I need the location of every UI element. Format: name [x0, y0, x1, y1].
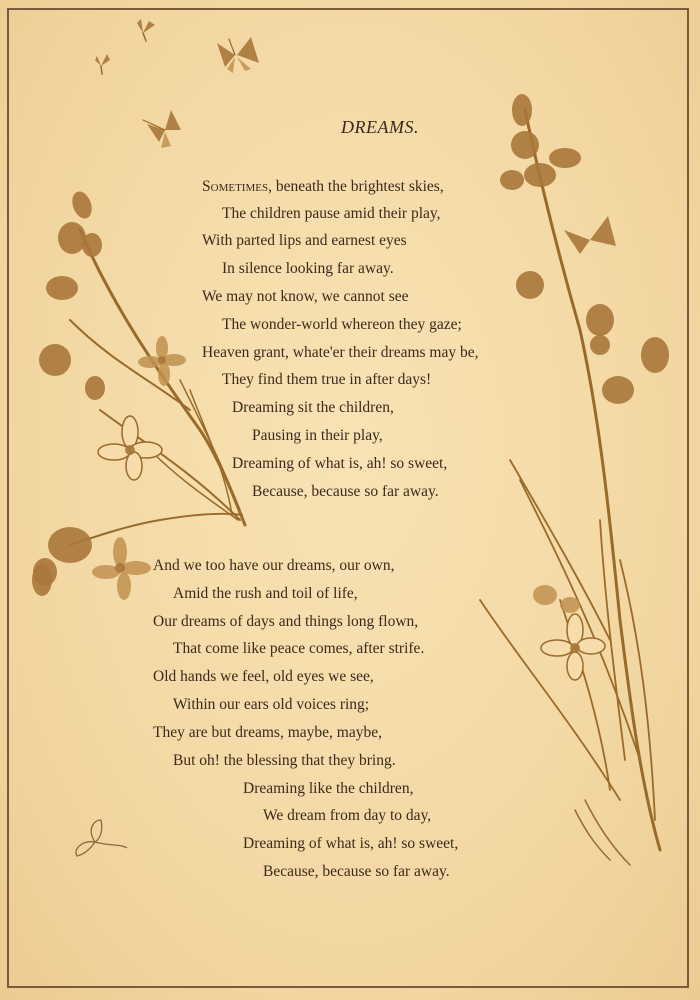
poem-line: But oh! the blessing that they bring. — [173, 752, 396, 769]
poem-line: Dreaming of what is, ah! so sweet, — [232, 455, 448, 472]
poem-line: Because, because so far away. — [263, 863, 450, 880]
poem-line: And we too have our dreams, our own, — [153, 557, 395, 574]
poem-line: With parted lips and earnest eyes — [202, 232, 407, 249]
poem-line: They are but dreams, maybe, maybe, — [153, 724, 382, 741]
poem-line: That come like peace comes, after strife. — [173, 640, 425, 657]
poem-line: Pausing in their play, — [252, 427, 383, 444]
poem-line: We dream from day to day, — [263, 807, 432, 824]
poem-line: Dreaming of what is, ah! so sweet, — [243, 835, 459, 852]
poem-line: The wonder-world whereon they gaze; — [222, 316, 462, 333]
poem-line: We may not know, we cannot see — [202, 288, 409, 305]
poem-line: Dreaming sit the children, — [232, 399, 394, 416]
butterfly-icon — [137, 19, 155, 41]
butterfly-icon — [95, 54, 110, 74]
first-word: Sometimes, — [202, 178, 272, 195]
poem-line: Old hands we feel, old eyes we see, — [153, 668, 374, 685]
flower-spray-icon — [480, 94, 669, 865]
butterfly-icon — [217, 37, 259, 73]
poem-line: Amid the rush and toil of life, — [173, 585, 358, 602]
poem-line: They find them true in after days! — [222, 371, 432, 388]
poem-line: Heaven grant, whate'er their dreams may be, — [202, 344, 479, 361]
poem-line: Within our ears old voices ring; — [173, 696, 370, 713]
poem-title: DREAMS. — [341, 117, 419, 137]
poem-line — [202, 177, 444, 197]
butterfly-icon — [76, 820, 127, 856]
poem-line: Because, because so far away. — [252, 483, 439, 500]
poem-line: In silence looking far away. — [222, 260, 394, 277]
poem-line: Dreaming like the children, — [243, 780, 414, 797]
first-line-rest: beneath the brightest skies, — [271, 178, 444, 195]
poem-line: Our dreams of days and things long flown, — [153, 613, 419, 630]
poem-line: The children pause amid their play, — [222, 205, 441, 222]
